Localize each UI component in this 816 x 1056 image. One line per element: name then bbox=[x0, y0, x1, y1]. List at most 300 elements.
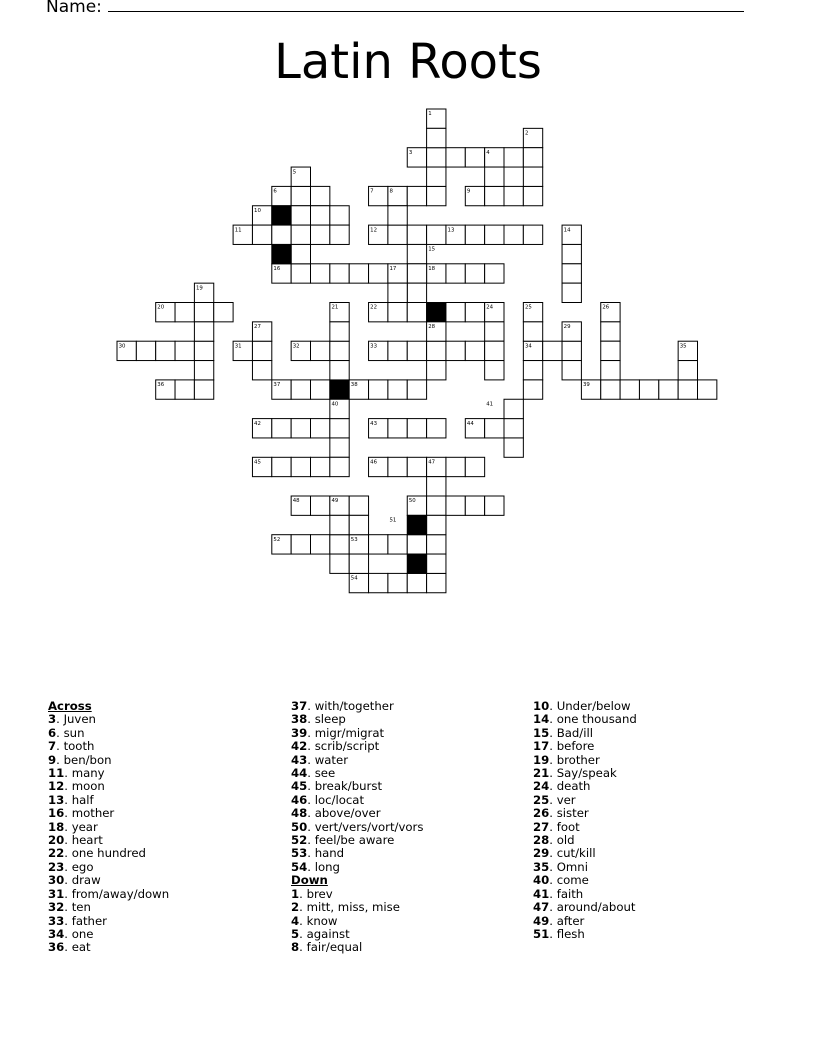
clue-number: 28 bbox=[533, 833, 550, 848]
grid-cell[interactable] bbox=[562, 264, 581, 283]
grid-cell[interactable] bbox=[407, 303, 426, 322]
grid-cell[interactable] bbox=[562, 361, 581, 380]
grid-cell[interactable] bbox=[601, 322, 620, 341]
clue-down-28: 28. old bbox=[533, 833, 575, 848]
clue-number: 32 bbox=[48, 900, 65, 915]
clue-across-31: 31. from/away/down bbox=[48, 886, 170, 901]
grid-cell[interactable] bbox=[311, 264, 330, 283]
clue-across-36: 36. eat bbox=[48, 940, 91, 955]
clue-text: ego bbox=[71, 859, 94, 874]
grid-cell[interactable] bbox=[175, 341, 194, 360]
clue-text: sun bbox=[63, 725, 85, 740]
clue-across-18: 18. year bbox=[48, 819, 98, 834]
grid-cell[interactable] bbox=[407, 419, 426, 438]
cell-number: 19 bbox=[196, 285, 203, 292]
clue-number: 31 bbox=[48, 886, 65, 901]
grid-cell[interactable] bbox=[272, 457, 291, 476]
grid-cell[interactable] bbox=[543, 341, 562, 360]
clue-across-48: 48. above/over bbox=[291, 806, 381, 821]
grid-cell[interactable] bbox=[214, 303, 233, 322]
clue-number: 16 bbox=[48, 806, 65, 821]
grid-cell[interactable] bbox=[311, 206, 330, 225]
cell-number: 42 bbox=[254, 420, 261, 427]
grid-cell[interactable] bbox=[330, 535, 349, 554]
grid-cell[interactable] bbox=[330, 225, 349, 244]
clue-number: 54 bbox=[291, 859, 308, 874]
clue-text: one hundred bbox=[71, 846, 146, 861]
clue-number: 8 bbox=[291, 940, 300, 955]
grid-cell[interactable] bbox=[504, 399, 523, 418]
grid-cell[interactable] bbox=[311, 225, 330, 244]
grid-cell[interactable] bbox=[698, 380, 717, 399]
clue-number: 10 bbox=[533, 699, 550, 713]
clue-number: 53 bbox=[291, 846, 308, 861]
grid-cell[interactable] bbox=[388, 573, 407, 592]
clue-number: 9 bbox=[48, 752, 57, 767]
block-cell bbox=[272, 206, 291, 225]
clue-down-2: 2. mitt, miss, mise bbox=[291, 900, 400, 915]
clue-text: water bbox=[314, 752, 349, 767]
grid-cell[interactable] bbox=[311, 535, 330, 554]
clue-text: above/over bbox=[314, 806, 381, 821]
cell-number: 12 bbox=[370, 227, 378, 234]
clue-number: 48 bbox=[291, 806, 308, 821]
grid-cell[interactable] bbox=[330, 457, 349, 476]
clue-number: 35 bbox=[533, 859, 550, 874]
grid-cell[interactable] bbox=[407, 380, 426, 399]
clue-text: around/about bbox=[556, 900, 636, 915]
clue-number: 21 bbox=[533, 766, 550, 781]
clue-across-38: 38. sleep bbox=[291, 712, 346, 727]
grid-cell[interactable] bbox=[562, 283, 581, 302]
clue-text: faith bbox=[556, 886, 584, 901]
grid-cell[interactable] bbox=[485, 341, 504, 360]
clue-number: 5 bbox=[291, 926, 300, 941]
grid-cell[interactable] bbox=[407, 264, 426, 283]
grid-cell[interactable] bbox=[446, 341, 465, 360]
grid-cell[interactable] bbox=[252, 341, 271, 360]
grid-cell[interactable] bbox=[388, 283, 407, 302]
clue-number: 39 bbox=[291, 725, 308, 740]
grid-cell[interactable] bbox=[291, 535, 310, 554]
grid-cell[interactable] bbox=[388, 535, 407, 554]
across-heading: Across bbox=[48, 699, 92, 713]
clue-number: 50 bbox=[291, 819, 308, 834]
cell-number: 54 bbox=[350, 575, 358, 582]
grid-cell[interactable] bbox=[291, 419, 310, 438]
page-title: Latin Roots bbox=[274, 34, 542, 90]
grid-cell[interactable] bbox=[330, 515, 349, 534]
cell-number: 30 bbox=[118, 343, 126, 350]
grid-cell[interactable] bbox=[427, 419, 446, 438]
grid-cell[interactable] bbox=[427, 496, 446, 515]
grid-cell[interactable] bbox=[659, 380, 678, 399]
grid-cell[interactable] bbox=[349, 515, 368, 534]
grid-cell[interactable] bbox=[311, 380, 330, 399]
grid-cell[interactable] bbox=[407, 283, 426, 302]
grid-cell[interactable] bbox=[349, 264, 368, 283]
grid-cell[interactable] bbox=[523, 225, 542, 244]
clue-text: half bbox=[71, 792, 94, 807]
clue-number: 30 bbox=[48, 873, 65, 888]
cell-number: 50 bbox=[408, 498, 416, 505]
grid-cell[interactable] bbox=[311, 496, 330, 515]
clue-down-29: 29. cut/kill bbox=[533, 846, 596, 861]
clue-number: 2 bbox=[291, 900, 300, 915]
grid-cell[interactable] bbox=[388, 457, 407, 476]
grid-cell[interactable] bbox=[427, 477, 446, 496]
clue-text: Juven bbox=[63, 712, 96, 727]
cell-number: 27 bbox=[254, 324, 261, 331]
grid-cell[interactable] bbox=[465, 148, 484, 167]
clue-text: mother bbox=[71, 806, 115, 821]
clue-across-54: 54. long bbox=[291, 859, 340, 874]
grid-cell[interactable] bbox=[311, 341, 330, 360]
clue-column-1 bbox=[48, 700, 169, 955]
grid-cell[interactable] bbox=[446, 264, 465, 283]
clue-text: tooth bbox=[63, 739, 95, 754]
grid-cell[interactable] bbox=[407, 244, 426, 263]
cell-number: 39 bbox=[583, 382, 590, 389]
clue-number: 52 bbox=[291, 833, 308, 848]
cell-number: 46 bbox=[370, 459, 378, 466]
clue-number: 6 bbox=[48, 725, 57, 740]
clue-text: death bbox=[556, 779, 591, 794]
clue-text: know bbox=[306, 913, 338, 928]
clue-text: brother bbox=[556, 752, 600, 767]
cell-number: 23 bbox=[428, 304, 436, 311]
clue-number: 15 bbox=[533, 725, 550, 740]
grid-cell[interactable] bbox=[504, 186, 523, 205]
grid-cell[interactable] bbox=[523, 322, 542, 341]
grid-cell[interactable] bbox=[504, 225, 523, 244]
clue-across-33: 33. father bbox=[48, 913, 107, 928]
clue-down-14: 14. one thousand bbox=[533, 712, 637, 727]
clue-number: 34 bbox=[48, 926, 65, 941]
clue-text: against bbox=[306, 926, 350, 941]
grid-cell[interactable] bbox=[330, 341, 349, 360]
cell-number: 41 bbox=[486, 401, 494, 408]
grid-cell[interactable] bbox=[465, 341, 484, 360]
grid-cell[interactable] bbox=[252, 225, 271, 244]
grid-cell[interactable] bbox=[485, 225, 504, 244]
clue-down-17: 17. before bbox=[533, 739, 595, 754]
clue-text: flesh bbox=[556, 926, 585, 941]
cell-number: 40 bbox=[331, 401, 339, 408]
cell-number: 10 bbox=[254, 207, 261, 214]
grid-cell[interactable] bbox=[427, 128, 446, 147]
clue-number: 37 bbox=[291, 699, 308, 713]
clue-number: 3 bbox=[48, 712, 57, 727]
block-cell bbox=[272, 244, 291, 263]
cell-number: 32 bbox=[292, 343, 300, 350]
grid-cell[interactable] bbox=[388, 419, 407, 438]
grid-cell[interactable] bbox=[601, 380, 620, 399]
clue-text: one thousand bbox=[556, 712, 637, 727]
clue-text: see bbox=[314, 766, 336, 781]
clue-down-27: 27. foot bbox=[533, 819, 580, 834]
clue-text: break/burst bbox=[314, 779, 383, 794]
cell-number: 33 bbox=[370, 343, 378, 350]
grid-cell[interactable] bbox=[620, 380, 639, 399]
grid-cell[interactable] bbox=[485, 419, 504, 438]
cell-number: 24 bbox=[486, 304, 494, 311]
grid-cell[interactable] bbox=[330, 438, 349, 457]
cell-number: 31 bbox=[234, 343, 242, 350]
grid-cell[interactable] bbox=[523, 148, 542, 167]
grid-cell[interactable] bbox=[465, 225, 484, 244]
grid-cell[interactable] bbox=[446, 457, 465, 476]
grid-cell[interactable] bbox=[446, 148, 465, 167]
cell-number: 29 bbox=[563, 324, 571, 331]
clue-text: moon bbox=[71, 779, 105, 794]
grid-cell[interactable] bbox=[427, 167, 446, 186]
cell-number: 51 bbox=[389, 517, 397, 524]
clue-across-30: 30. draw bbox=[48, 873, 101, 888]
clue-down-47: 47. around/about bbox=[533, 900, 636, 915]
grid-cell[interactable] bbox=[388, 206, 407, 225]
clue-number: 49 bbox=[533, 913, 550, 928]
clue-down-19: 19. brother bbox=[533, 752, 600, 767]
grid-cell[interactable] bbox=[194, 341, 213, 360]
grid-cell[interactable] bbox=[349, 554, 368, 573]
clue-column-2 bbox=[291, 700, 423, 955]
grid-cell[interactable] bbox=[272, 419, 291, 438]
grid-cell[interactable] bbox=[369, 264, 388, 283]
clue-text: from/away/down bbox=[71, 886, 170, 901]
grid-cell[interactable] bbox=[330, 264, 349, 283]
clue-number: 36 bbox=[48, 940, 65, 955]
cell-number: 2 bbox=[524, 130, 529, 137]
clue-down-25: 25. ver bbox=[533, 792, 576, 807]
cell-number: 45 bbox=[254, 459, 261, 466]
clue-number: 12 bbox=[48, 779, 65, 794]
grid-cell[interactable] bbox=[427, 535, 446, 554]
clue-down-10: 10. Under/below bbox=[533, 699, 631, 713]
clue-across-45: 45. break/burst bbox=[291, 779, 383, 794]
clue-across-7: 7. tooth bbox=[48, 739, 95, 754]
grid-cell[interactable] bbox=[369, 573, 388, 592]
clue-text: migr/migrat bbox=[314, 725, 385, 740]
grid-cell[interactable] bbox=[388, 225, 407, 244]
clue-text: scrib/script bbox=[314, 739, 380, 754]
grid-cell[interactable] bbox=[465, 303, 484, 322]
grid-cell[interactable] bbox=[291, 244, 310, 263]
clue-text: Omni bbox=[556, 859, 588, 874]
clue-across-52: 52. feel/be aware bbox=[291, 833, 395, 848]
grid-cell[interactable] bbox=[369, 380, 388, 399]
grid-cell[interactable] bbox=[194, 380, 213, 399]
clue-across-42: 42. scrib/script bbox=[291, 739, 380, 754]
grid-cell[interactable] bbox=[311, 457, 330, 476]
clue-across-11: 11. many bbox=[48, 766, 105, 781]
grid-cell[interactable] bbox=[291, 186, 310, 205]
grid-cell[interactable] bbox=[504, 148, 523, 167]
cell-number: 44 bbox=[466, 420, 474, 427]
grid-cell[interactable] bbox=[291, 206, 310, 225]
clue-number: 27 bbox=[533, 819, 550, 834]
clue-text: cut/kill bbox=[556, 846, 596, 861]
clue-text: father bbox=[71, 913, 107, 928]
grid-cell[interactable] bbox=[427, 186, 446, 205]
clue-text: ver bbox=[556, 792, 576, 807]
clue-number: 7 bbox=[48, 739, 57, 754]
clue-column-3 bbox=[533, 700, 637, 941]
grid-cell[interactable] bbox=[427, 148, 446, 167]
clue-down-35: 35. Omni bbox=[533, 859, 588, 874]
cell-number: 17 bbox=[389, 266, 397, 272]
clue-across-44: 44. see bbox=[291, 766, 336, 781]
clue-text: before bbox=[556, 739, 595, 754]
grid-cell[interactable] bbox=[523, 186, 542, 205]
grid-cell[interactable] bbox=[407, 225, 426, 244]
clue-number: 44 bbox=[291, 766, 308, 781]
clue-across-46: 46. loc/locat bbox=[291, 792, 365, 807]
grid-cell[interactable] bbox=[446, 496, 465, 515]
cell-number: 1 bbox=[428, 111, 432, 118]
cell-number: 6 bbox=[273, 188, 277, 195]
cell-number: 25 bbox=[524, 304, 532, 311]
grid-cell[interactable] bbox=[427, 573, 446, 592]
grid-cell[interactable] bbox=[427, 554, 446, 573]
clue-number: 51 bbox=[533, 926, 550, 941]
clue-down-41: 41. faith bbox=[533, 886, 584, 901]
grid-cell[interactable] bbox=[291, 380, 310, 399]
grid-cell[interactable] bbox=[465, 264, 484, 283]
grid-cell[interactable] bbox=[407, 457, 426, 476]
grid-cell[interactable] bbox=[465, 457, 484, 476]
grid-cell[interactable] bbox=[369, 535, 388, 554]
clue-text: long bbox=[314, 859, 340, 874]
grid-cell[interactable] bbox=[194, 303, 213, 322]
clue-across-13: 13. half bbox=[48, 792, 94, 807]
grid-cell[interactable] bbox=[485, 322, 504, 341]
grid-cell[interactable] bbox=[330, 554, 349, 573]
grid-cell[interactable] bbox=[330, 419, 349, 438]
grid-cell[interactable] bbox=[523, 380, 542, 399]
grid-cell[interactable] bbox=[601, 341, 620, 360]
clue-number: 29 bbox=[533, 846, 550, 861]
grid-cell[interactable] bbox=[330, 361, 349, 380]
grid-cell[interactable] bbox=[407, 535, 426, 554]
grid-cell[interactable] bbox=[427, 361, 446, 380]
grid-cell[interactable] bbox=[252, 361, 271, 380]
grid-cell[interactable] bbox=[639, 380, 658, 399]
grid-cell[interactable] bbox=[485, 167, 504, 186]
cell-number: 43 bbox=[370, 420, 378, 427]
grid-cell[interactable] bbox=[194, 322, 213, 341]
grid-cell[interactable] bbox=[523, 361, 542, 380]
grid-cell[interactable] bbox=[485, 496, 504, 515]
clue-text: eat bbox=[71, 940, 91, 955]
clue-text: Under/below bbox=[556, 699, 631, 713]
grid-cell[interactable] bbox=[485, 264, 504, 283]
grid-cell[interactable] bbox=[504, 419, 523, 438]
clue-text: draw bbox=[71, 873, 101, 888]
grid-cell[interactable] bbox=[678, 380, 697, 399]
cell-number: 13 bbox=[447, 227, 455, 234]
cell-number: 35 bbox=[679, 343, 687, 350]
clue-across-43: 43. water bbox=[291, 752, 349, 767]
clue-number: 22 bbox=[48, 846, 65, 861]
clue-text: come bbox=[556, 873, 589, 888]
cell-number: 28 bbox=[428, 324, 436, 331]
grid-cell[interactable] bbox=[446, 303, 465, 322]
clue-text: vert/vers/vort/vors bbox=[314, 819, 424, 834]
grid-cell[interactable] bbox=[291, 264, 310, 283]
clue-text: fair/equal bbox=[306, 940, 363, 955]
grid-cell[interactable] bbox=[427, 341, 446, 360]
grid-cell[interactable] bbox=[330, 206, 349, 225]
cell-number: 18 bbox=[428, 266, 436, 272]
grid-cell[interactable] bbox=[349, 496, 368, 515]
grid-cell[interactable] bbox=[291, 225, 310, 244]
grid-cell[interactable] bbox=[427, 515, 446, 534]
grid-cell[interactable] bbox=[194, 361, 213, 380]
clue-text: sleep bbox=[314, 712, 346, 727]
grid-cell[interactable] bbox=[465, 496, 484, 515]
clue-number: 19 bbox=[533, 752, 550, 767]
grid-cell[interactable] bbox=[485, 186, 504, 205]
clue-number: 40 bbox=[533, 873, 550, 888]
cell-number: 37 bbox=[273, 382, 281, 389]
clue-down-49: 49. after bbox=[533, 913, 585, 928]
clue-number: 38 bbox=[291, 712, 308, 727]
clue-across-23: 23. ego bbox=[48, 859, 94, 874]
grid-cell[interactable] bbox=[330, 322, 349, 341]
grid-cell[interactable] bbox=[407, 341, 426, 360]
cell-number: 47 bbox=[428, 459, 436, 466]
grid-cell[interactable] bbox=[601, 361, 620, 380]
grid-cell[interactable] bbox=[427, 225, 446, 244]
cell-number: 7 bbox=[370, 188, 374, 195]
clue-text: foot bbox=[556, 819, 580, 834]
clue-across-53: 53. hand bbox=[291, 846, 345, 861]
clue-number: 4 bbox=[291, 913, 300, 928]
grid-cell[interactable] bbox=[272, 225, 291, 244]
clue-across-37: 37. with/together bbox=[291, 699, 394, 713]
grid-cell[interactable] bbox=[562, 244, 581, 263]
grid-cell[interactable] bbox=[504, 438, 523, 457]
clue-number: 26 bbox=[533, 806, 550, 821]
clue-across-6: 6. sun bbox=[48, 725, 85, 740]
clue-number: 46 bbox=[291, 792, 308, 807]
grid-cell[interactable] bbox=[311, 419, 330, 438]
cell-number: 15 bbox=[428, 246, 436, 253]
grid-cell[interactable] bbox=[311, 186, 330, 205]
grid-cell[interactable] bbox=[175, 303, 194, 322]
clue-number: 42 bbox=[291, 739, 308, 754]
grid-cell[interactable] bbox=[388, 380, 407, 399]
grid-cell[interactable] bbox=[291, 457, 310, 476]
grid-cell[interactable] bbox=[136, 341, 155, 360]
grid-cell[interactable] bbox=[678, 361, 697, 380]
cell-number: 34 bbox=[524, 343, 532, 350]
grid-cell[interactable] bbox=[156, 341, 175, 360]
cell-number: 8 bbox=[389, 188, 393, 195]
grid-cell[interactable] bbox=[562, 341, 581, 360]
grid-cell[interactable] bbox=[485, 361, 504, 380]
grid-cell[interactable] bbox=[407, 573, 426, 592]
grid-cell[interactable] bbox=[523, 167, 542, 186]
grid-cell[interactable] bbox=[407, 186, 426, 205]
clue-number: 33 bbox=[48, 913, 65, 928]
grid-cell[interactable] bbox=[175, 380, 194, 399]
grid-cell[interactable] bbox=[388, 303, 407, 322]
cell-number: 38 bbox=[350, 382, 358, 389]
grid-cell[interactable] bbox=[388, 341, 407, 360]
clue-text: year bbox=[71, 819, 98, 834]
